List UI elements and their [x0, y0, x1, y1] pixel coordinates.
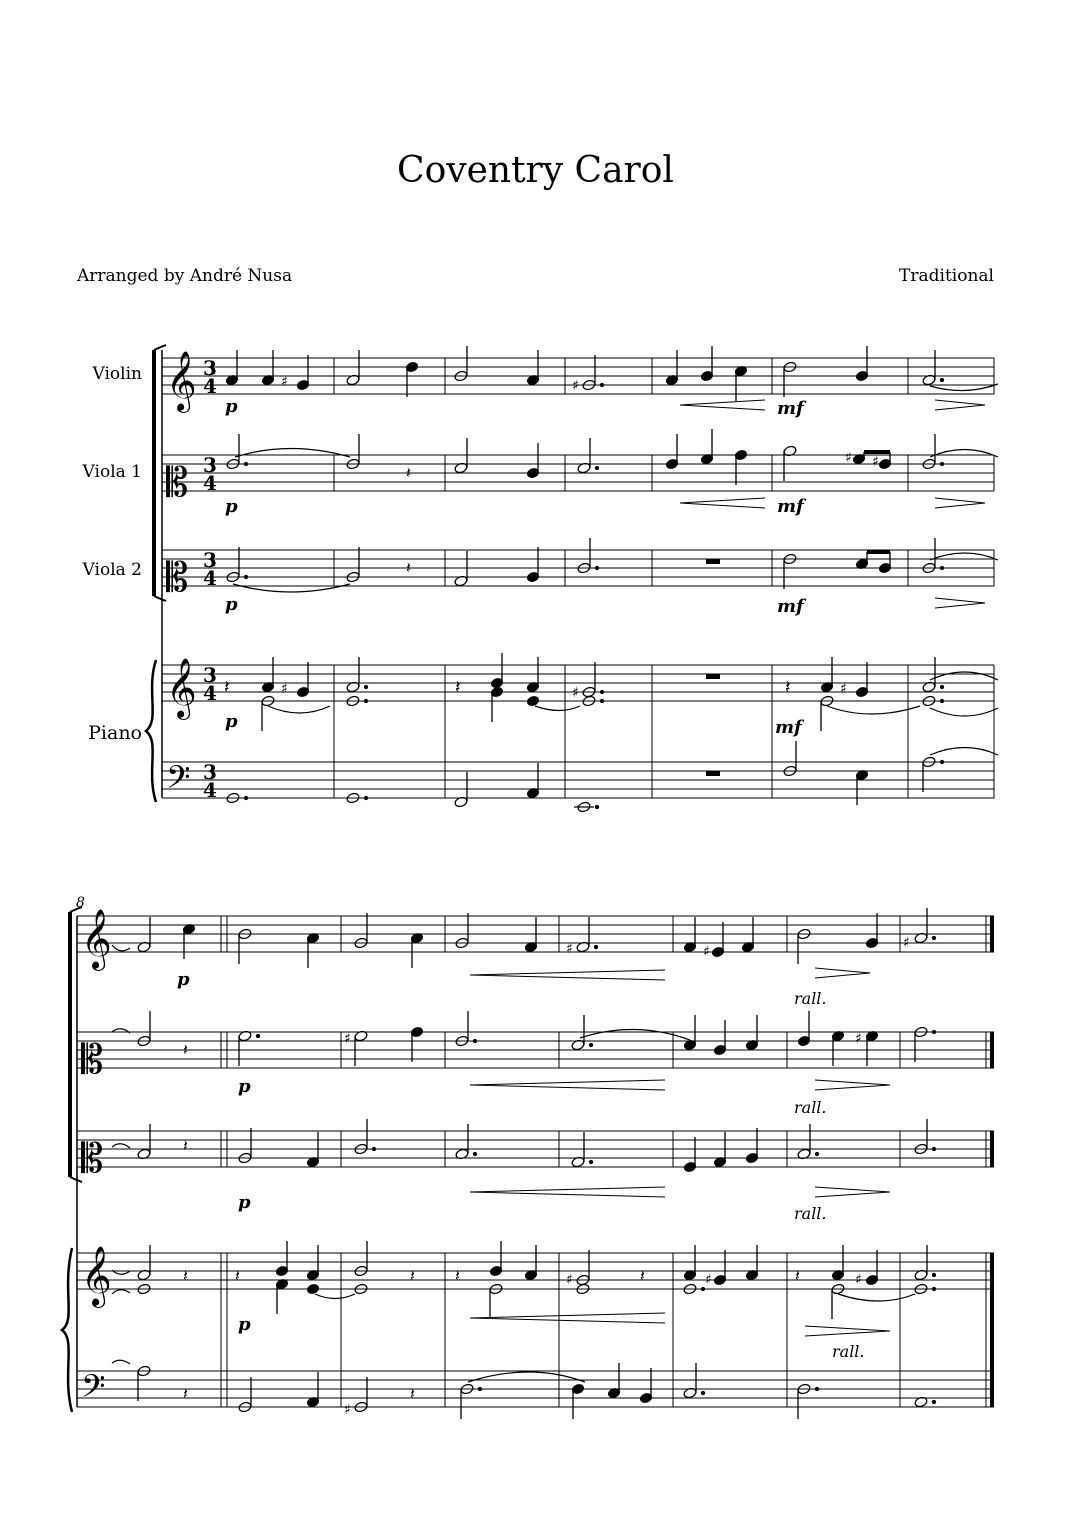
svg-text:p: p	[225, 496, 238, 517]
piano-bass-notes-system-2	[112, 1360, 936, 1419]
svg-text:𝄽: 𝄽	[455, 677, 461, 698]
svg-text:rall.: rall.	[794, 1204, 827, 1223]
bass-clef-icon: 𝄢	[166, 759, 191, 803]
violin-notes-system-2	[112, 908, 936, 980]
svg-text:♯: ♯	[840, 681, 847, 697]
svg-text:♯: ♯	[572, 378, 579, 394]
svg-text:𝄽: 𝄽	[795, 1266, 800, 1285]
staff-viola-2-2	[77, 1131, 994, 1167]
dynamics-system-2	[177, 969, 865, 1361]
viola-1-notes-system-1	[226, 429, 998, 508]
svg-text:♯: ♯	[903, 935, 910, 951]
svg-text:♯: ♯	[572, 685, 579, 701]
svg-text:3: 3	[203, 356, 217, 380]
svg-text:♯: ♯	[566, 941, 573, 957]
svg-text:𝄽: 𝄽	[406, 558, 411, 577]
svg-text:4: 4	[203, 681, 217, 705]
svg-text:𝄽: 𝄽	[455, 1266, 460, 1285]
svg-text:♯: ♯	[855, 1272, 862, 1288]
svg-text:𝄽: 𝄽	[406, 463, 411, 482]
svg-text:♯: ♯	[566, 1272, 573, 1288]
staff-piano-bass	[162, 762, 994, 798]
svg-text:♯: ♯	[344, 1402, 351, 1418]
svg-text:𝄽: 𝄽	[785, 677, 791, 698]
svg-text:♯: ♯	[705, 1272, 712, 1288]
svg-text:𝄽: 𝄽	[183, 1384, 188, 1403]
treble-clef-icon: 𝄞	[166, 351, 197, 411]
treble-clef-icon: 𝄞	[166, 658, 197, 718]
svg-text:4: 4	[203, 778, 217, 802]
svg-text:mf: mf	[777, 596, 804, 617]
svg-text:mf: mf	[777, 398, 804, 419]
treble-clef-icon: 𝄞	[81, 909, 112, 969]
svg-text:4: 4	[203, 374, 217, 398]
svg-text:♯: ♯	[703, 944, 710, 960]
svg-text:p: p	[238, 1314, 251, 1335]
instrument-label-viola-1: Viola 1	[82, 462, 142, 482]
svg-text:mf: mf	[777, 496, 804, 517]
svg-text:𝄽: 𝄽	[640, 1266, 645, 1285]
svg-text:rall.: rall.	[794, 1098, 827, 1117]
instrument-label-violin: Violin	[92, 364, 142, 384]
svg-text:𝄽: 𝄽	[224, 677, 230, 698]
svg-text:♯: ♯	[281, 681, 288, 697]
svg-text:4: 4	[203, 471, 217, 495]
svg-text:♯: ♯	[845, 450, 852, 466]
barlines-system-1	[334, 358, 994, 798]
alto-clef-icon: 𝄡	[81, 1037, 104, 1083]
svg-text:♯: ♯	[281, 374, 288, 390]
measure-number: 8	[76, 895, 85, 911]
svg-text:3: 3	[203, 453, 217, 477]
svg-text:𝄽: 𝄽	[183, 1040, 188, 1059]
svg-text:𝄽: 𝄽	[183, 1136, 188, 1155]
svg-text:rall.: rall.	[794, 989, 827, 1008]
composer-credit: Traditional	[899, 266, 994, 286]
svg-text:p: p	[225, 594, 238, 615]
svg-text:♯: ♯	[872, 454, 879, 470]
barlines-system-2	[221, 916, 992, 1407]
svg-text:𝄽: 𝄽	[235, 1266, 240, 1285]
svg-text:p: p	[177, 969, 190, 990]
svg-text:p: p	[238, 1076, 251, 1097]
svg-text:4: 4	[203, 566, 217, 590]
bass-clef-icon: 𝄢	[81, 1368, 106, 1412]
svg-text:3: 3	[203, 663, 217, 687]
dynamics-system-1	[225, 396, 807, 738]
svg-text:p: p	[225, 396, 238, 417]
clefs-system-2	[81, 909, 112, 1412]
svg-text:♯: ♯	[344, 1031, 351, 1047]
time-signatures	[203, 356, 217, 802]
piano-bass-notes-system-1	[226, 741, 998, 813]
svg-text:𝄽: 𝄽	[410, 1384, 415, 1403]
svg-text:p: p	[238, 1192, 251, 1213]
svg-text:mf: mf	[775, 717, 802, 738]
svg-text:3: 3	[203, 760, 217, 784]
svg-text:♯: ♯	[855, 1031, 862, 1047]
alto-clef-icon: 𝄡	[81, 1136, 104, 1182]
svg-text:p: p	[225, 711, 238, 732]
instrument-label-piano: Piano	[88, 722, 142, 744]
svg-text:rall.: rall.	[832, 1342, 865, 1361]
alto-clef-icon: 𝄡	[166, 555, 189, 601]
viola-2-notes-system-1	[226, 538, 998, 608]
staff-viola-1	[162, 455, 994, 491]
system-2	[62, 907, 994, 1412]
page-title: Coventry Carol	[397, 150, 674, 191]
svg-text:𝄽: 𝄽	[183, 1266, 188, 1285]
treble-clef-icon: 𝄞	[81, 1246, 112, 1306]
instrument-label-viola-2: Viola 2	[82, 560, 142, 580]
svg-text:𝄽: 𝄽	[410, 1266, 415, 1285]
system-1	[146, 345, 994, 802]
staff-piano-bass-2	[77, 1371, 994, 1407]
alto-clef-icon: 𝄡	[166, 460, 189, 506]
svg-text:3: 3	[203, 548, 217, 572]
violin-notes-system-1	[225, 346, 998, 410]
arranger-credit: Arranged by André Nusa	[77, 266, 293, 286]
